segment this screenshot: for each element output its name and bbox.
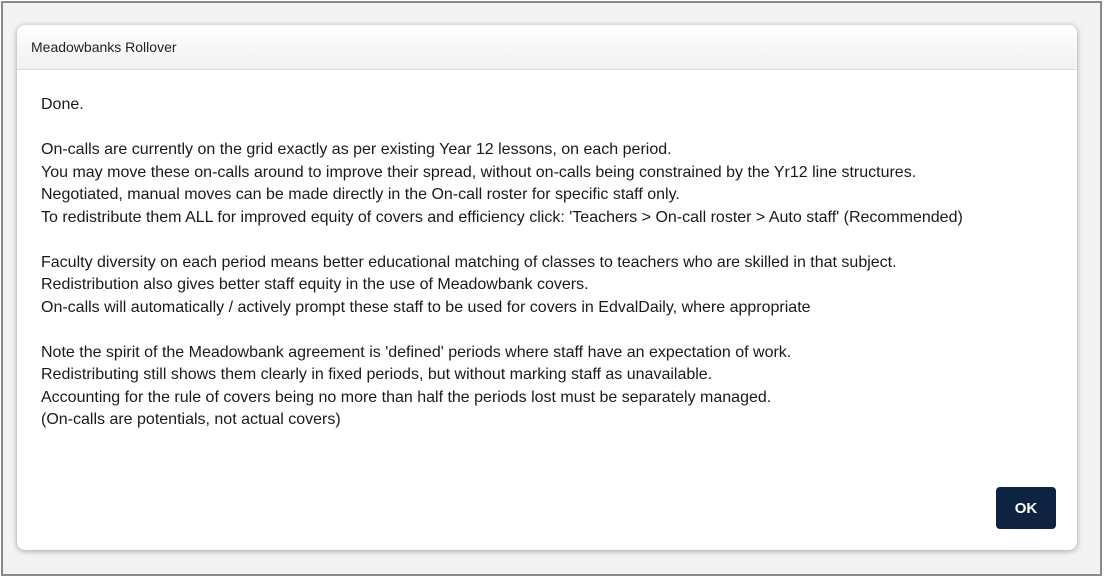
dialog-message bbox=[17, 70, 1077, 432]
message-line: Accounting for the rule of covers being no more than half the periods lost must be separately managed. bbox=[41, 388, 772, 406]
message-line: On-calls will automatically / actively prompt these staff to be used for covers in EdvalDaily, where appropriate bbox=[41, 298, 811, 316]
rollover-dialog bbox=[17, 25, 1077, 550]
message-line: Redistributing still shows them clearly in fixed periods, but without marking staff as unavailable. bbox=[41, 366, 713, 383]
message-paragraph bbox=[41, 139, 1053, 229]
message-line: Note the spirit of the Meadowbank agreement is 'defined' periods where staff have an expectation of work. bbox=[41, 343, 792, 361]
message-line: Faculty diversity on each period means better educational matching of classes to teachers who are skilled in that subject. bbox=[41, 253, 897, 271]
message-line: To redistribute them ALL for improved equity of covers and efficiency click: 'Teachers > On-call roster > Auto staff' (Recommended) bbox=[41, 208, 963, 226]
message-line: Negotiated, manual moves can be made directly in the On-call roster for specific staff only. bbox=[41, 186, 680, 203]
window-frame bbox=[1, 1, 1102, 576]
dialog-titlebar bbox=[17, 25, 1077, 70]
message-line: Redistribution also gives better staff equity in the use of Meadowbank covers. bbox=[41, 276, 589, 293]
dialog-title: Meadowbanks Rollover bbox=[31, 39, 177, 55]
message-line: You may move these on-calls around to improve their spread, without on-calls being constrained by the Yr12 line structures. bbox=[41, 163, 917, 181]
message-line: On-calls are currently on the grid exactly as per existing Year 12 lessons, on each period. bbox=[41, 141, 672, 158]
message-paragraph bbox=[41, 342, 1053, 432]
message-line: Done. bbox=[41, 96, 84, 113]
message-line: (On-calls are potentials, not actual covers) bbox=[41, 411, 341, 428]
ok-button[interactable]: OK bbox=[996, 487, 1056, 529]
message-paragraph bbox=[41, 252, 1053, 320]
message-paragraph bbox=[41, 94, 1053, 117]
